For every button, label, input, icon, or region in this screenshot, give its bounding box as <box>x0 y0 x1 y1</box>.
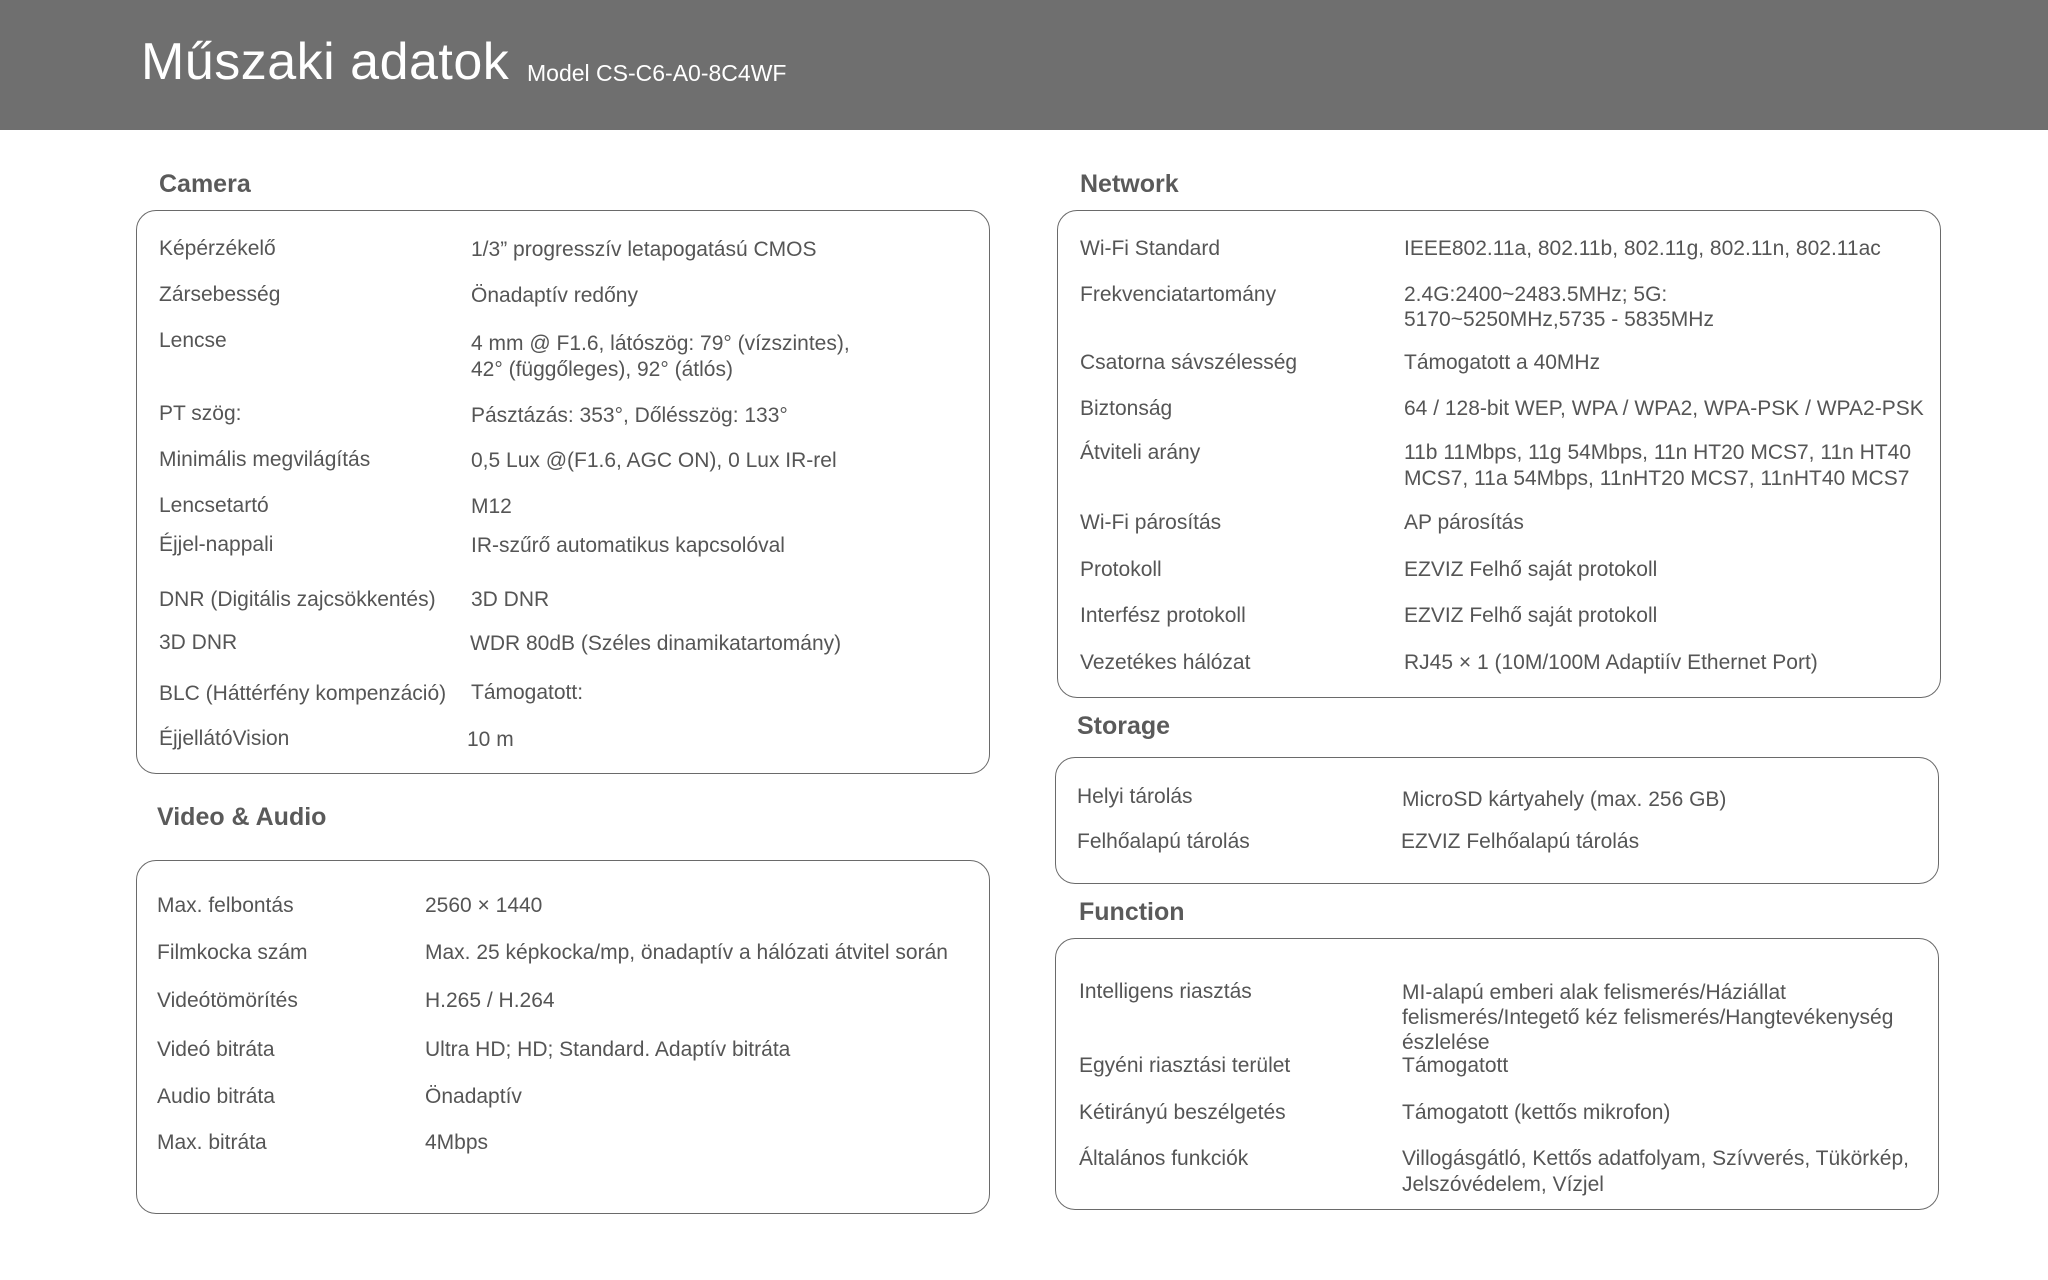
video-audio-section-title: Video & Audio <box>157 803 327 831</box>
spec-value: 11b 11Mbps, 11g 54Mbps, 11n HT20 MCS7, 11n HT40 <box>1404 441 1912 464</box>
spec-value: 42° (függőleges), 92° (átlós) <box>471 358 733 381</box>
spec-label: Videótömörítés <box>157 989 298 1012</box>
spec-value: MCS7, 11a 54Mbps, 11nHT20 MCS7, 11nHT40 MCS7 <box>1404 467 1910 490</box>
spec-label: Filmkocka szám <box>157 941 308 964</box>
spec-label: Csatorna sávszélesség <box>1080 351 1298 374</box>
spec-label: Max. bitráta <box>157 1131 267 1154</box>
spec-label: Általános funkciók <box>1079 1147 1249 1170</box>
function-section-title: Function <box>1079 898 1185 926</box>
spec-value: Jelszóvédelem, Vízjel <box>1402 1173 1604 1196</box>
spec-label: Felhőalapú tárolás <box>1077 830 1250 853</box>
spec-label: Lencsetartó <box>159 494 269 517</box>
spec-value: Támogatott a 40MHz <box>1404 351 1601 374</box>
spec-value: MicroSD kártyahely (max. 256 GB) <box>1402 788 1727 811</box>
spec-value: 1/3” progresszív letapogatású CMOS <box>471 238 817 261</box>
spec-label: Éjjel-nappali <box>159 533 274 556</box>
spec-value: Villogásgátló, Kettős adatfolyam, Szívverés, Tükörkép, <box>1402 1147 1909 1170</box>
spec-label: Átviteli arány <box>1080 441 1201 464</box>
spec-label: Zársebesség <box>159 283 281 306</box>
spec-value: MI-alapú emberi alak felismerés/Háziállat <box>1402 981 1786 1004</box>
spec-label: Biztonság <box>1080 397 1173 420</box>
spec-label: Vezetékes hálózat <box>1080 651 1251 674</box>
network-section-title: Network <box>1080 170 1179 198</box>
spec-label: Lencse <box>159 329 227 352</box>
spec-label: ÉjjellátóVision <box>159 727 290 750</box>
spec-label: Videó bitráta <box>157 1038 275 1061</box>
spec-label: Wi-Fi Standard <box>1080 237 1221 260</box>
spec-value: 5170~5250MHz,5735 - 5835MHz <box>1404 308 1714 331</box>
spec-label: Helyi tárolás <box>1077 785 1193 808</box>
model-number: Model CS-C6-A0-8C4WF <box>527 60 787 86</box>
spec-value: 64 / 128-bit WEP, WPA / WPA2, WPA-PSK / WPA2-PSK <box>1404 397 1924 420</box>
spec-value: AP párosítás <box>1404 511 1524 534</box>
spec-value: IR-szűrő automatikus kapcsolóval <box>471 534 785 557</box>
spec-value: Pásztázás: 353°, Dőlésszög: 133° <box>471 404 788 427</box>
spec-value: 10 m <box>467 728 514 751</box>
spec-value: RJ45 × 1 (10M/100M Adaptiív Ethernet Port) <box>1404 651 1818 674</box>
spec-label: Egyéni riasztási terület <box>1079 1054 1291 1077</box>
spec-label: Wi-Fi párosítás <box>1080 511 1222 534</box>
spec-value: 4Mbps <box>425 1131 489 1154</box>
spec-value: Ultra HD; HD; Standard. Adaptív bitráta <box>425 1038 791 1061</box>
spec-label: PT szög: <box>159 402 242 425</box>
spec-value: Max. 25 képkocka/mp, önadaptív a hálózati átvitel során <box>425 941 948 964</box>
spec-value: EZVIZ Felhőalapú tárolás <box>1401 830 1640 853</box>
spec-label: Kétirányú beszélgetés <box>1079 1101 1286 1124</box>
spec-value: 2560 × 1440 <box>425 894 543 917</box>
spec-label: Interfész protokoll <box>1080 604 1246 627</box>
page-title: Műszaki adatok <box>141 33 510 91</box>
spec-value: felismerés/Integető kéz felismerés/Hangtevékenység <box>1402 1006 1894 1029</box>
spec-label: Protokoll <box>1080 558 1162 581</box>
spec-value: EZVIZ Felhő saját protokoll <box>1404 558 1658 581</box>
spec-value: Támogatott: <box>471 681 584 704</box>
spec-value: észlelése <box>1402 1031 1490 1054</box>
storage-section-title: Storage <box>1077 712 1171 740</box>
spec-value: 2.4G:2400~2483.5MHz; 5G: <box>1404 283 1668 306</box>
camera-section-title: Camera <box>159 170 251 198</box>
spec-value: 0,5 Lux @(F1.6, AGC ON), 0 Lux IR-rel <box>471 449 837 472</box>
spec-value: Önadaptív redőny <box>471 284 638 307</box>
spec-label: 3D DNR <box>159 631 238 654</box>
spec-label: Minimális megvilágítás <box>159 448 371 471</box>
spec-label: BLC (Háttérfény kompenzáció) <box>159 682 447 705</box>
spec-label: Frekvenciatartomány <box>1080 283 1277 306</box>
spec-value: H.265 / H.264 <box>425 989 555 1012</box>
storage-spec-box <box>1055 757 1939 884</box>
spec-label: Max. felbontás <box>157 894 294 917</box>
spec-value: 4 mm @ F1.6, látószög: 79° (vízszintes), <box>471 332 850 355</box>
spec-value: EZVIZ Felhő saját protokoll <box>1404 604 1658 627</box>
spec-label: Audio bitráta <box>157 1085 275 1108</box>
spec-value: 3D DNR <box>471 588 550 611</box>
spec-value: Támogatott <box>1402 1054 1509 1077</box>
spec-label: DNR (Digitális zajcsökkentés) <box>159 588 436 611</box>
spec-value: IEEE802.11a, 802.11b, 802.11g, 802.11n, 802.11ac <box>1404 237 1881 260</box>
spec-value: Önadaptív <box>425 1085 522 1108</box>
spec-value: M12 <box>471 495 512 518</box>
header-bar <box>0 0 2048 130</box>
spec-value: WDR 80dB (Széles dinamikatartomány) <box>470 632 842 655</box>
spec-label: Intelligens riasztás <box>1079 980 1252 1003</box>
spec-value: Támogatott (kettős mikrofon) <box>1402 1101 1671 1124</box>
spec-label: Képérzékelő <box>159 237 276 260</box>
